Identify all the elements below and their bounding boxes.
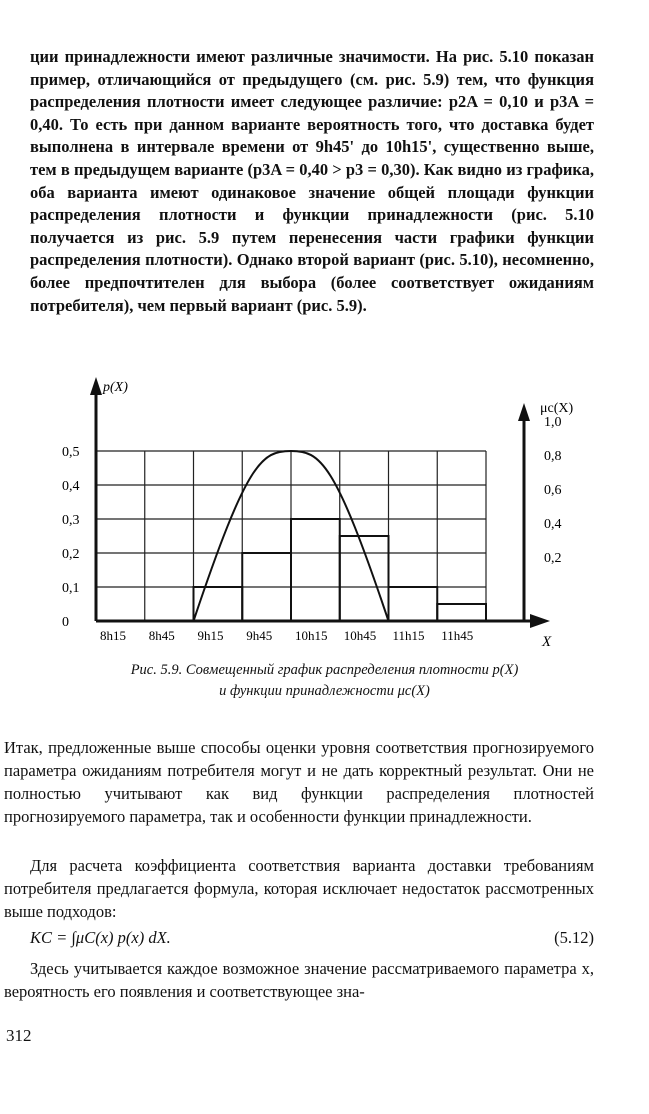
caption-line-1: Рис. 5.9. Совмещенный график распределения плотности p(X)	[130, 662, 519, 678]
right-tick-label: 0,8	[544, 449, 562, 464]
right-axis-arrow	[518, 403, 530, 421]
x-axis-label: X	[542, 634, 552, 650]
left-tick-label: 0	[62, 615, 69, 630]
left-axis-arrow	[90, 377, 102, 395]
caption-line-2: и функции принадлежности μc(X)	[219, 683, 430, 699]
x-tick-label: 9h45	[246, 628, 273, 643]
left-tick-label: 0,4	[62, 479, 80, 494]
right-tick-labels	[544, 415, 562, 566]
density-bar	[437, 604, 486, 621]
paragraph-formula-intro: Для расчета коэффициента соответствия варианта доставки требованиям потребителя предлагается формула, которая исключает недостаток рассмотренных выше подходов:	[4, 856, 594, 921]
right-axis-label: μc(X)	[540, 401, 574, 416]
paragraph-conclusion: Итак, предложенные выше способы оценки уровня соответствия прогнозируемого параметра ожиданиям потребителя могут и не дать корректный результат. Они не полностью учитывают как вид функции распределения плотностей прогнозируемого параметра, так и особенности функции принадлежности.	[4, 738, 594, 826]
left-tick-label: 0,2	[62, 547, 80, 562]
density-bar	[389, 587, 438, 621]
left-tick-label: 0,5	[62, 445, 80, 460]
paragraph-intro: ции принадлежности имеют различные значимости. На рис. 5.10 показан пример, отличающийся от предыдущего (см. рис. 5.9) тем, что функция распределения плотности имеет следующее различие: p2A = 0,10 и p3A = 0,40. То есть при данном варианте вероятность того, что доставка будет выполнена в интервале времени от 9h45' до 10h15', существенно выше, тем в предыдущем варианте (p3A = 0,40 > p3 = 0,30). Как видно из графика, оба варианта имеют одинаковое значение общей площади функции распределения плотности и функции принадлежности (рис. 5.10 получается из рис. 5.9 путем перенесения части графики функции распределения плотности). Однако второй вариант (рис. 5.10), несомненно, более предпочтителен для выбора (более соответствует ожиданиям потребителя), чем первый вариант (рис. 5.9).	[30, 47, 594, 315]
left-tick-label: 0,3	[62, 513, 80, 528]
right-tick-label: 1,0	[544, 415, 562, 430]
x-tick-label: 9h15	[197, 628, 224, 643]
density-bars	[194, 519, 487, 621]
x-tick-label: 11h15	[392, 628, 425, 643]
right-tick-label: 0,4	[544, 517, 562, 532]
x-tick-label: 10h15	[295, 628, 328, 643]
left-tick-label: 0,1	[62, 581, 80, 596]
axes	[90, 377, 550, 628]
left-tick-labels	[62, 445, 80, 630]
figure-caption	[0, 660, 649, 702]
x-tick-label: 8h45	[148, 628, 175, 643]
paragraph-explanation: Здесь учитывается каждое возможное значение рассматриваемого параметра x, вероятность его появления и соответствующее зна-	[4, 959, 594, 1001]
density-bar	[194, 587, 243, 621]
right-tick-label: 0,6	[544, 483, 562, 498]
left-axis-label: p(X)	[103, 380, 128, 395]
x-tick-labels	[100, 628, 473, 643]
x-tick-label: 10h45	[343, 628, 377, 643]
x-tick-label: 8h15	[100, 628, 126, 643]
x-tick-label: 11h45	[441, 628, 474, 643]
page-number: 312	[6, 1026, 32, 1045]
combined-chart	[0, 355, 649, 655]
density-bar	[340, 536, 389, 621]
right-tick-label: 0,2	[544, 551, 562, 566]
formula-expression: KC = ∫μC(x) p(x) dX.	[30, 928, 171, 947]
x-axis-arrow	[530, 614, 550, 628]
formula-number: (5.12)	[554, 928, 594, 947]
density-bar	[291, 519, 340, 621]
formula-5-12	[30, 928, 594, 948]
